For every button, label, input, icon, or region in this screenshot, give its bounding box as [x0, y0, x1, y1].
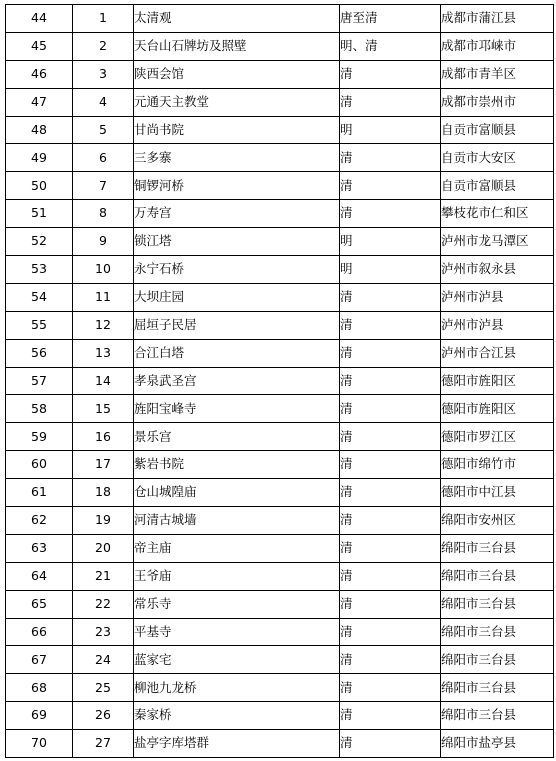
- site-name-cell: 万寿宫: [134, 200, 340, 228]
- location-cell: 绵阳市三台县: [441, 618, 554, 646]
- table-row: [6, 283, 554, 311]
- index-number-cell: 12: [73, 311, 134, 339]
- index-number-cell: 8: [73, 200, 134, 228]
- era-cell: 明: [340, 228, 441, 256]
- location-cell: 绵阳市三台县: [441, 646, 554, 674]
- era-cell: 清: [340, 730, 441, 758]
- seq-number-cell: 58: [6, 395, 73, 423]
- index-number-cell: 22: [73, 590, 134, 618]
- index-number-cell: 24: [73, 646, 134, 674]
- era-cell: 明、清: [340, 32, 441, 60]
- site-name-cell: 陕西会馆: [134, 60, 340, 88]
- era-cell: 清: [340, 200, 441, 228]
- index-number-cell: 9: [73, 228, 134, 256]
- site-name-cell: 仓山城隍庙: [134, 479, 340, 507]
- site-name-cell: 锁江塔: [134, 228, 340, 256]
- era-cell: 清: [340, 172, 441, 200]
- seq-number-cell: 57: [6, 367, 73, 395]
- location-cell: 绵阳市三台县: [441, 562, 554, 590]
- site-name-cell: 大坝庄园: [134, 283, 340, 311]
- site-name-cell: 帝主庙: [134, 534, 340, 562]
- index-number-cell: 19: [73, 507, 134, 535]
- location-cell: 攀枝花市仁和区: [441, 200, 554, 228]
- seq-number-cell: 56: [6, 339, 73, 367]
- location-cell: 泸州市合江县: [441, 339, 554, 367]
- location-cell: 绵阳市三台县: [441, 674, 554, 702]
- table-row: [6, 479, 554, 507]
- seq-number-cell: 45: [6, 32, 73, 60]
- location-cell: 自贡市大安区: [441, 144, 554, 172]
- seq-number-cell: 63: [6, 534, 73, 562]
- site-name-cell: 旌阳宝峰寺: [134, 395, 340, 423]
- table-row: [6, 339, 554, 367]
- location-cell: 成都市蒲江县: [441, 5, 554, 33]
- seq-number-cell: 66: [6, 618, 73, 646]
- table-row: [6, 172, 554, 200]
- index-number-cell: 3: [73, 60, 134, 88]
- location-cell: 泸州市泸县: [441, 283, 554, 311]
- seq-number-cell: 49: [6, 144, 73, 172]
- seq-number-cell: 64: [6, 562, 73, 590]
- location-cell: 德阳市绵竹市: [441, 451, 554, 479]
- table-row: [6, 562, 554, 590]
- index-number-cell: 6: [73, 144, 134, 172]
- era-cell: 清: [340, 60, 441, 88]
- era-cell: 清: [340, 534, 441, 562]
- table-row: [6, 367, 554, 395]
- site-name-cell: 河清古城墙: [134, 507, 340, 535]
- index-number-cell: 14: [73, 367, 134, 395]
- seq-number-cell: 46: [6, 60, 73, 88]
- era-cell: 唐至清: [340, 5, 441, 33]
- index-number-cell: 25: [73, 674, 134, 702]
- location-cell: 成都市邛崃市: [441, 32, 554, 60]
- seq-number-cell: 51: [6, 200, 73, 228]
- location-cell: 德阳市罗江区: [441, 423, 554, 451]
- site-name-cell: 元通天主教堂: [134, 88, 340, 116]
- era-cell: 清: [340, 339, 441, 367]
- location-cell: 绵阳市三台县: [441, 590, 554, 618]
- seq-number-cell: 70: [6, 730, 73, 758]
- era-cell: 清: [340, 674, 441, 702]
- location-cell: 绵阳市三台县: [441, 702, 554, 730]
- era-cell: 清: [340, 618, 441, 646]
- index-number-cell: 11: [73, 283, 134, 311]
- location-cell: 自贡市富顺县: [441, 116, 554, 144]
- era-cell: 清: [340, 507, 441, 535]
- location-cell: 成都市崇州市: [441, 88, 554, 116]
- table-row: [6, 311, 554, 339]
- site-name-cell: 合江白塔: [134, 339, 340, 367]
- index-number-cell: 15: [73, 395, 134, 423]
- index-number-cell: 13: [73, 339, 134, 367]
- era-cell: 清: [340, 702, 441, 730]
- site-name-cell: 柳池九龙桥: [134, 674, 340, 702]
- seq-number-cell: 50: [6, 172, 73, 200]
- seq-number-cell: 65: [6, 590, 73, 618]
- location-cell: 德阳市中江县: [441, 479, 554, 507]
- era-cell: 清: [340, 423, 441, 451]
- table-row: [6, 5, 554, 33]
- table-row: [6, 60, 554, 88]
- location-cell: 德阳市旌阳区: [441, 395, 554, 423]
- table-row: [6, 423, 554, 451]
- site-name-cell: 三多寨: [134, 144, 340, 172]
- era-cell: 清: [340, 479, 441, 507]
- location-cell: 德阳市旌阳区: [441, 367, 554, 395]
- site-name-cell: 天台山石牌坊及照壁: [134, 32, 340, 60]
- table-row: [6, 32, 554, 60]
- index-number-cell: 7: [73, 172, 134, 200]
- table-row: [6, 534, 554, 562]
- era-cell: 清: [340, 395, 441, 423]
- table-row: [6, 228, 554, 256]
- table-row: [6, 256, 554, 284]
- era-cell: 清: [340, 646, 441, 674]
- site-name-cell: 铜锣河桥: [134, 172, 340, 200]
- seq-number-cell: 53: [6, 256, 73, 284]
- seq-number-cell: 47: [6, 88, 73, 116]
- era-cell: 清: [340, 451, 441, 479]
- seq-number-cell: 54: [6, 283, 73, 311]
- table-row: [6, 674, 554, 702]
- table-row: [6, 451, 554, 479]
- location-cell: 泸州市泸县: [441, 311, 554, 339]
- seq-number-cell: 59: [6, 423, 73, 451]
- site-name-cell: 太清观: [134, 5, 340, 33]
- site-name-cell: 平基寺: [134, 618, 340, 646]
- site-name-cell: 盐亭字库塔群: [134, 730, 340, 758]
- index-number-cell: 23: [73, 618, 134, 646]
- table-row: [6, 702, 554, 730]
- era-cell: 清: [340, 88, 441, 116]
- index-number-cell: 4: [73, 88, 134, 116]
- table-row: [6, 88, 554, 116]
- index-number-cell: 27: [73, 730, 134, 758]
- seq-number-cell: 60: [6, 451, 73, 479]
- table-row: [6, 200, 554, 228]
- table-row: [6, 116, 554, 144]
- site-name-cell: 蓝家宅: [134, 646, 340, 674]
- location-cell: 绵阳市盐亭县: [441, 730, 554, 758]
- seq-number-cell: 44: [6, 5, 73, 33]
- era-cell: 明: [340, 256, 441, 284]
- era-cell: 清: [340, 311, 441, 339]
- location-cell: 绵阳市安州区: [441, 507, 554, 535]
- site-name-cell: 孝泉武圣宫: [134, 367, 340, 395]
- location-cell: 泸州市龙马潭区: [441, 228, 554, 256]
- index-number-cell: 21: [73, 562, 134, 590]
- site-name-cell: 常乐寺: [134, 590, 340, 618]
- table-row: [6, 590, 554, 618]
- site-name-cell: 紫岩书院: [134, 451, 340, 479]
- era-cell: 清: [340, 590, 441, 618]
- index-number-cell: 2: [73, 32, 134, 60]
- site-name-cell: 甘尚书院: [134, 116, 340, 144]
- table-row: [6, 730, 554, 758]
- site-name-cell: 永宁石桥: [134, 256, 340, 284]
- table-row: [6, 395, 554, 423]
- site-name-cell: 秦家桥: [134, 702, 340, 730]
- index-number-cell: 1: [73, 5, 134, 33]
- era-cell: 清: [340, 562, 441, 590]
- index-number-cell: 10: [73, 256, 134, 284]
- location-cell: 成都市青羊区: [441, 60, 554, 88]
- seq-number-cell: 52: [6, 228, 73, 256]
- seq-number-cell: 48: [6, 116, 73, 144]
- location-cell: 绵阳市三台县: [441, 534, 554, 562]
- era-cell: 明: [340, 116, 441, 144]
- index-number-cell: 5: [73, 116, 134, 144]
- location-cell: 泸州市叙永县: [441, 256, 554, 284]
- table-body: [6, 5, 554, 758]
- era-cell: 清: [340, 283, 441, 311]
- site-name-cell: 王爷庙: [134, 562, 340, 590]
- table-row: [6, 618, 554, 646]
- table-row: [6, 646, 554, 674]
- heritage-table: [5, 4, 554, 758]
- seq-number-cell: 69: [6, 702, 73, 730]
- seq-number-cell: 55: [6, 311, 73, 339]
- seq-number-cell: 67: [6, 646, 73, 674]
- table-row: [6, 507, 554, 535]
- index-number-cell: 26: [73, 702, 134, 730]
- location-cell: 自贡市富顺县: [441, 172, 554, 200]
- era-cell: 清: [340, 144, 441, 172]
- index-number-cell: 16: [73, 423, 134, 451]
- site-name-cell: 景乐宫: [134, 423, 340, 451]
- seq-number-cell: 62: [6, 507, 73, 535]
- seq-number-cell: 68: [6, 674, 73, 702]
- era-cell: 清: [340, 367, 441, 395]
- index-number-cell: 18: [73, 479, 134, 507]
- site-name-cell: 屈垣子民居: [134, 311, 340, 339]
- index-number-cell: 20: [73, 534, 134, 562]
- seq-number-cell: 61: [6, 479, 73, 507]
- table-row: [6, 144, 554, 172]
- index-number-cell: 17: [73, 451, 134, 479]
